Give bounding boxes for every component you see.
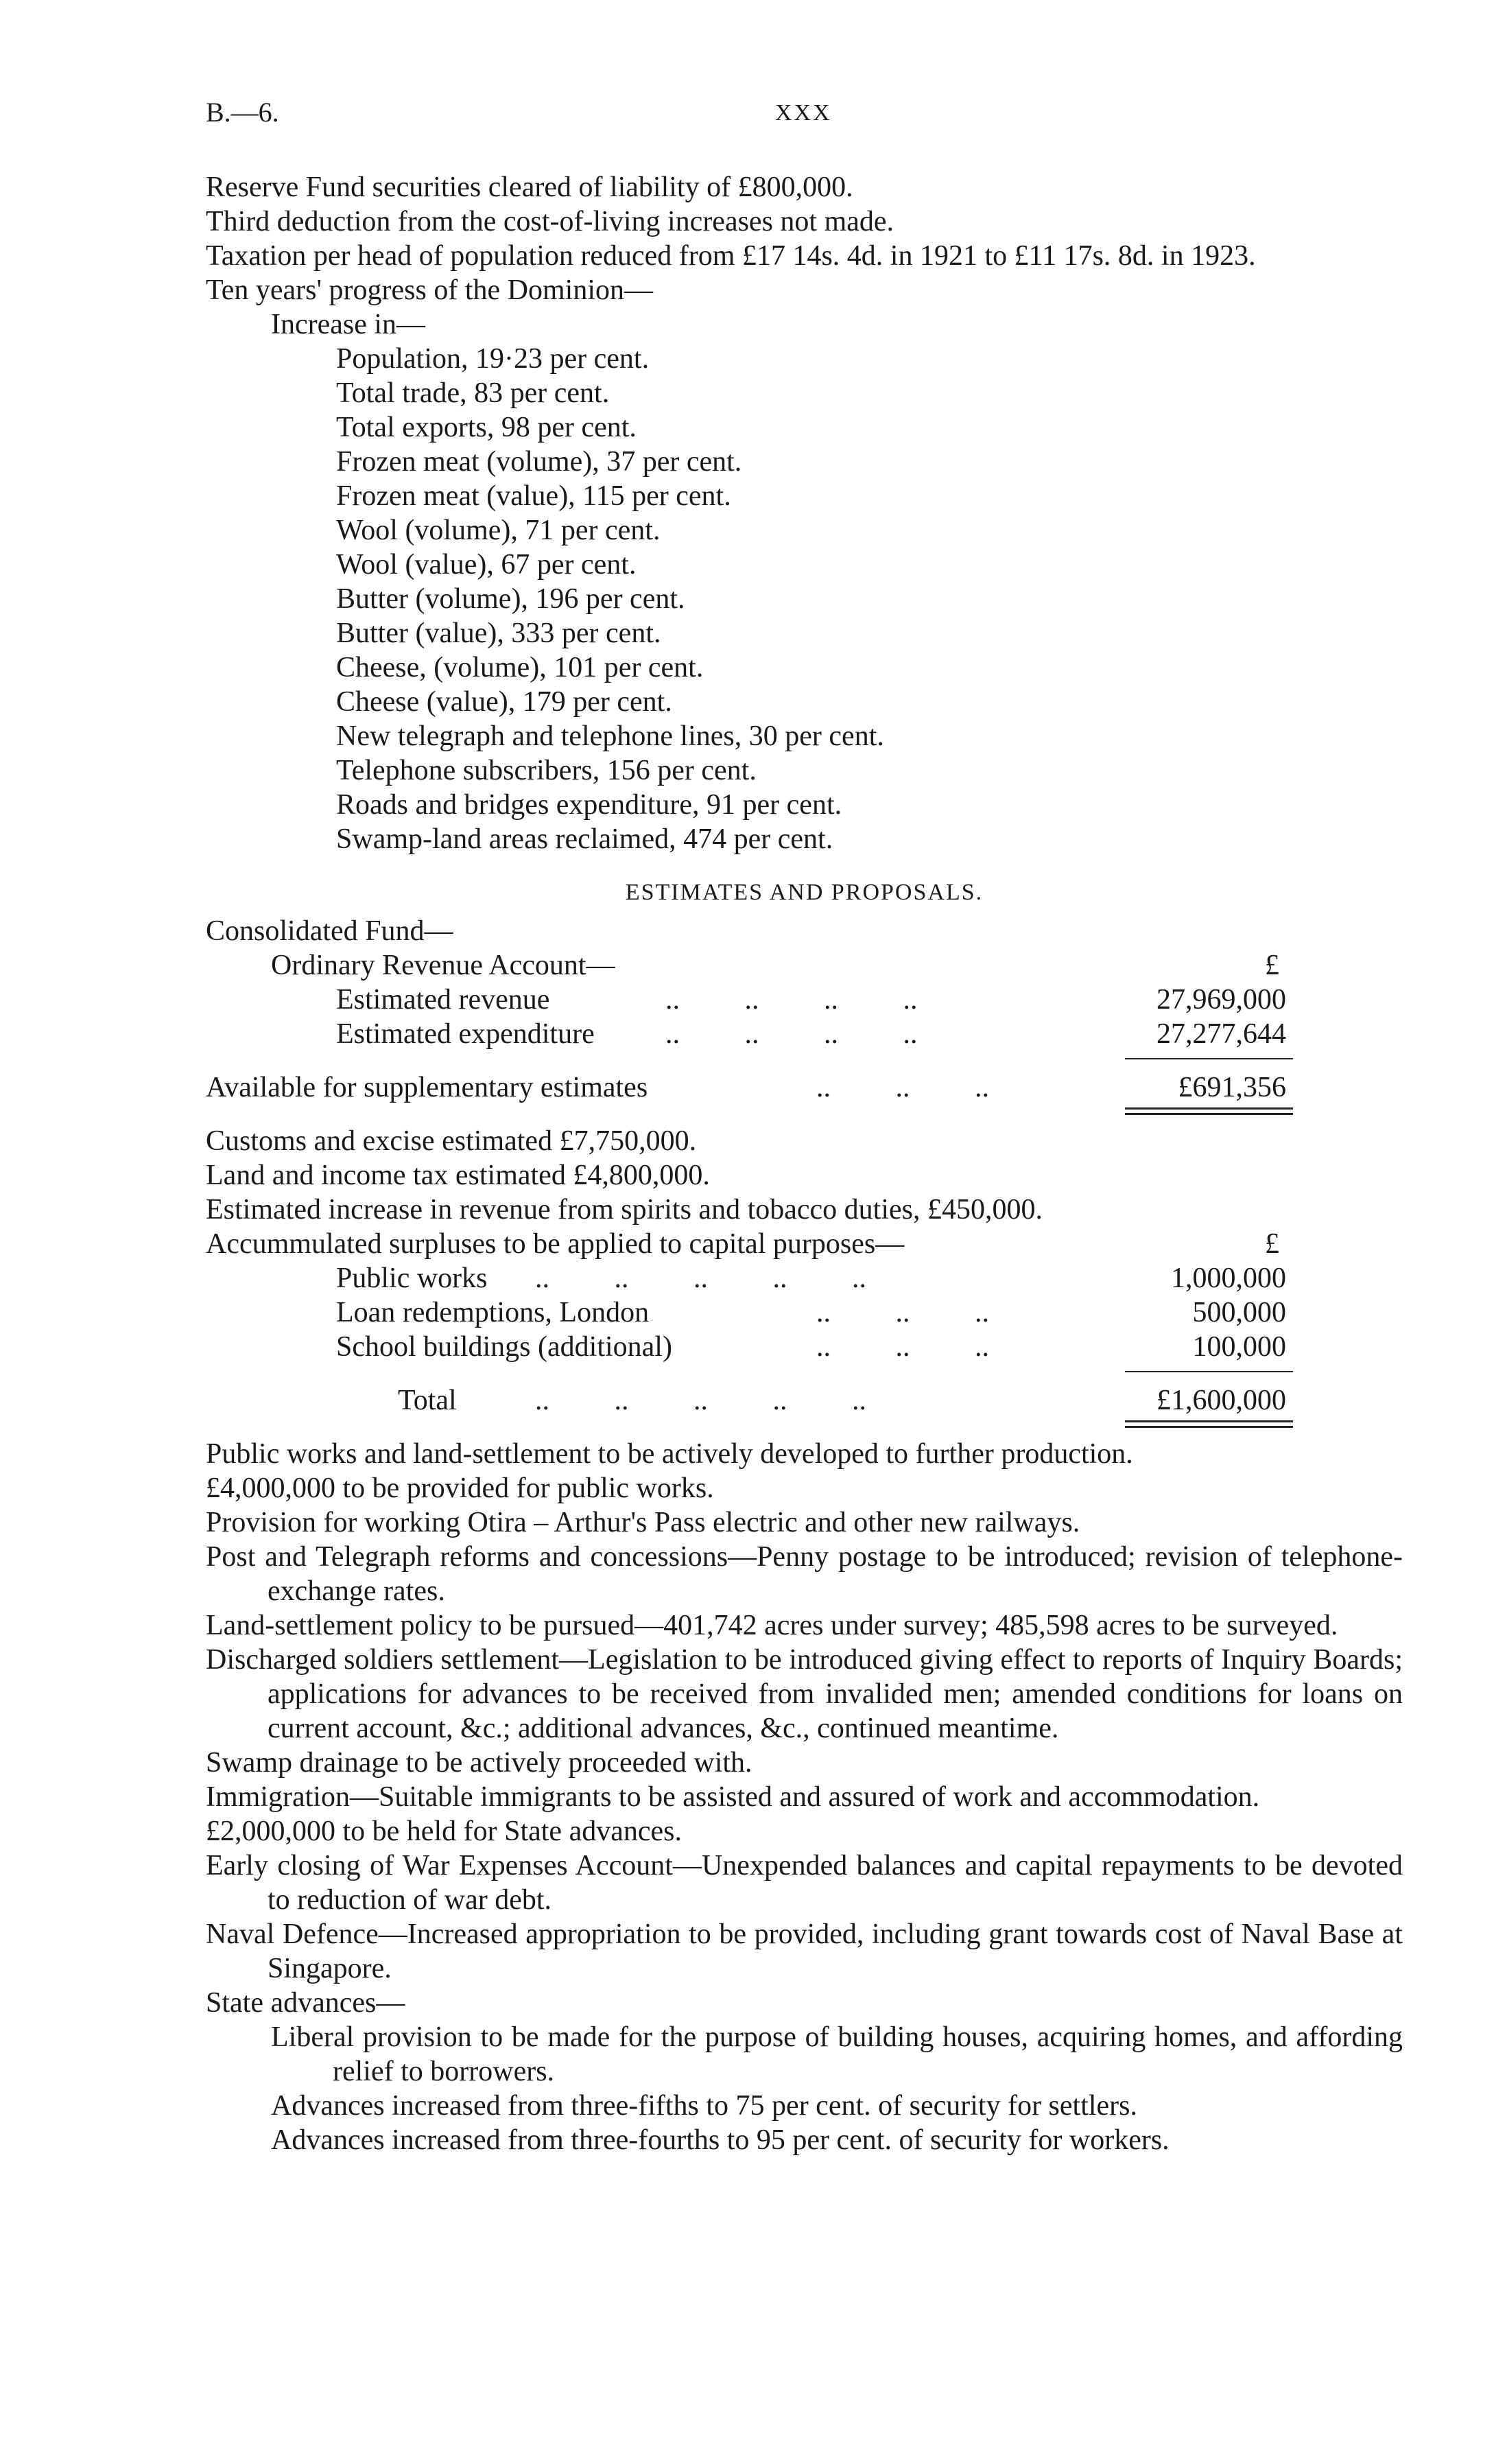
state-advances-item: Liberal provision to be made for the purpose of building houses, acquiring homes, and affording relief to borrowers.	[271, 2021, 1403, 2087]
proposal-item: Immigration—Suitable immigrants to be assisted and assured of work and accommodation.	[206, 1781, 1260, 1813]
surplus-value: 100,000	[1192, 1331, 1286, 1363]
leader-dots: .. .. ..	[816, 1072, 989, 1103]
available-label: Available for supplementary estimates	[206, 1072, 648, 1103]
expenditure-label: Estimated expenditure	[336, 1018, 595, 1050]
progress-item: Cheese, (volume), 101 per cent.	[336, 652, 704, 683]
estimate-line: Customs and excise estimated £7,750,000.	[206, 1125, 697, 1157]
leader-dots: .. .. ..	[816, 1297, 989, 1328]
paper-reference: B.—6.	[206, 97, 279, 128]
revenue-label: Estimated revenue	[336, 984, 550, 1016]
progress-item: Frozen meat (value), 115 per cent.	[336, 480, 731, 512]
leader-dots: .. .. .. .. ..	[535, 1263, 866, 1294]
page-number: XXX	[775, 100, 832, 126]
surplus-label: Public works	[336, 1263, 488, 1294]
intro-line: Third deduction from the cost-of-living increases not made.	[206, 206, 894, 237]
surpluses-title-row	[206, 1227, 1403, 1261]
surplus-label: Loan redemptions, London	[336, 1297, 650, 1328]
leader-dots: .. .. ..	[816, 1331, 989, 1363]
intro-line: Reserve Fund securities cleared of liability of £800,000.	[206, 172, 853, 203]
proposal-item: Early closing of War Expenses Account—Unexpended balances and capital repayments to be devoted to reduction of war debt.	[206, 1850, 1403, 1916]
surplus-row	[206, 1295, 1403, 1330]
account-title: Ordinary Revenue Account—	[271, 950, 615, 981]
revenue-row	[206, 983, 1403, 1017]
surplus-label: School buildings (additional)	[336, 1331, 672, 1363]
proposal-item: Discharged soldiers settlement—Legislation to be introduced giving effect to reports of Inquiry Boards; applications for advances to be received from invalided men; amended conditions for loans on current account, &c.; additional advances, &c., continued meantime.	[206, 1644, 1403, 1744]
available-value: £691,356	[1178, 1072, 1286, 1103]
total-label: Total	[398, 1385, 457, 1416]
progress-subtitle: Increase in—	[271, 309, 426, 340]
progress-item: Population, 19·23 per cent.	[336, 343, 650, 375]
leader-dots: .. .. .. .. ..	[535, 1385, 866, 1416]
leader-dots: .. .. .. ..	[665, 984, 918, 1016]
fund-title: Consolidated Fund—	[206, 915, 453, 947]
estimate-line: Estimated increase in revenue from spirits and tobacco duties, £450,000.	[206, 1194, 1043, 1225]
total-value: £1,600,000	[1156, 1385, 1286, 1416]
proposal-item: Provision for working Otira – Arthur's Pass electric and other new railways.	[206, 1507, 1080, 1538]
proposal-item: £4,000,000 to be provided for public works.	[206, 1472, 714, 1504]
proposal-item: Land-settlement policy to be pursued—401,742 acres under survey; 485,598 acres to be surveyed.	[206, 1610, 1338, 1641]
revenue-value: 27,969,000	[1156, 984, 1286, 1016]
proposal-item: Public works and land-settlement to be actively developed to further production.	[206, 1438, 1133, 1470]
section-heading: ESTIMATES AND PROPOSALS.	[625, 880, 984, 905]
state-advances-item: Advances increased from three-fifths to 75 per cent. of security for settlers.	[271, 2090, 1138, 2122]
progress-item: Frozen meat (volume), 37 per cent.	[336, 446, 742, 478]
progress-item: New telegraph and telephone lines, 30 per cent.	[336, 720, 884, 752]
progress-item: Total trade, 83 per cent.	[336, 377, 610, 409]
available-row	[206, 1070, 1403, 1105]
progress-item: Butter (value), 333 per cent.	[336, 618, 661, 649]
progress-item: Wool (value), 67 per cent.	[336, 549, 637, 580]
state-advances-title: State advances—	[206, 1987, 405, 2019]
progress-item: Wool (volume), 71 per cent.	[336, 515, 661, 546]
surplus-row	[206, 1330, 1403, 1364]
expenditure-row	[206, 1017, 1403, 1051]
leader-dots: .. .. .. ..	[665, 1018, 918, 1050]
progress-item: Swamp-land areas reclaimed, 474 per cent.	[336, 823, 833, 855]
proposal-item: Naval Defence—Increased appropriation to be provided, including grant towards cost of Naval Base at Singapore.	[206, 1919, 1403, 1984]
progress-item: Butter (volume), 196 per cent.	[336, 583, 685, 615]
currency-symbol: £	[1265, 1228, 1279, 1260]
state-advances-item: Advances increased from three-fourths to 95 per cent. of security for workers.	[271, 2124, 1170, 2156]
currency-symbol: £	[1265, 950, 1279, 981]
progress-item: Roads and bridges expenditure, 91 per cent.	[336, 789, 842, 821]
proposal-item: Swamp drainage to be actively proceeded with.	[206, 1747, 752, 1779]
proposal-item: £2,000,000 to be held for State advances.	[206, 1816, 682, 1847]
account-row	[206, 948, 1403, 983]
intro-line: Taxation per head of population reduced from £17 14s. 4d. in 1921 to £11 17s. 8d. in 1923.	[206, 240, 1256, 272]
progress-item: Telephone subscribers, 156 per cent.	[336, 755, 757, 786]
expenditure-value: 27,277,644	[1156, 1018, 1286, 1050]
surplus-row	[206, 1261, 1403, 1295]
proposal-item: Post and Telegraph reforms and concessions—Penny postage to be introduced; revision of telephone-exchange rates.	[206, 1541, 1403, 1607]
surplus-value: 500,000	[1192, 1297, 1286, 1328]
surplus-total-row	[206, 1383, 1403, 1418]
surplus-value: 1,000,000	[1171, 1263, 1286, 1294]
progress-item: Total exports, 98 per cent.	[336, 412, 637, 443]
estimate-line: Land and income tax estimated £4,800,000.	[206, 1160, 710, 1191]
progress-item: Cheese (value), 179 per cent.	[336, 686, 672, 718]
surpluses-title: Accummulated surpluses to be applied to capital purposes—	[206, 1228, 905, 1260]
page-body	[206, 170, 1403, 2157]
progress-title: Ten years' progress of the Dominion—	[206, 274, 653, 306]
progress-list	[206, 342, 1403, 856]
